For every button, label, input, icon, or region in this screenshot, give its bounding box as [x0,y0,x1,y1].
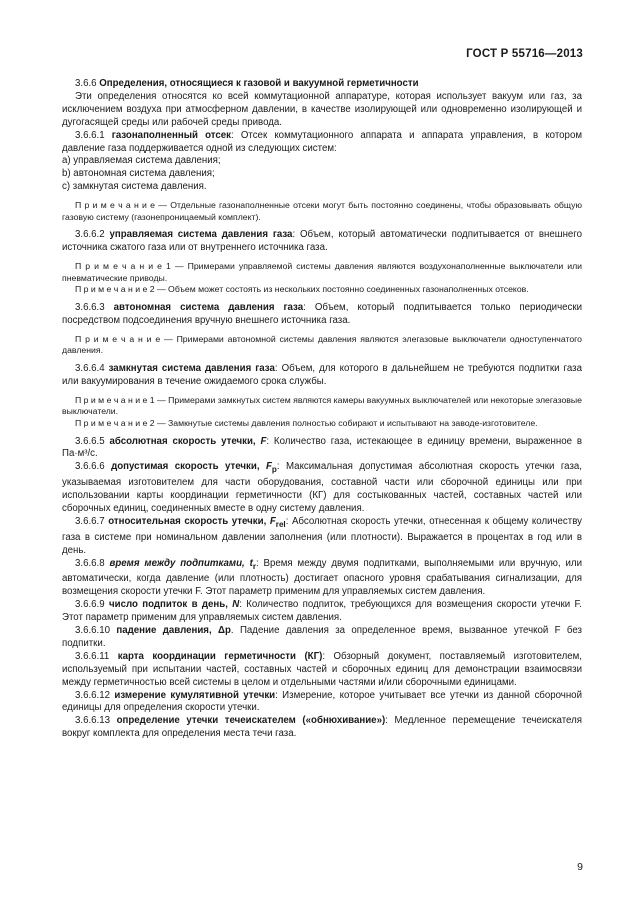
term: относительная скорость утечки, $F_{rel}$ [108,515,286,529]
list-item-a: а) управляемая система давления; [62,155,221,167]
term: число подпиток в день, N [108,599,240,611]
def-3-6-6-3: 3.6.6.3 автономная система давления газа: Объем, который подпитывается только периодически посредством подсоединения вручную внешнего источника газа. [62,301,583,326]
list-item-c: с) замкнутая система давления. [62,181,207,193]
term: абсолютная скорость утечки, F [109,435,267,447]
note-3-6-6-1: П р и м е ч а н и е — Отдельные газонаполненные отсеки могут быть постоянно соединены, чтобы образовывать общую газовую систему (газонепроницаемый комплект). [62,200,583,222]
section-3-6-6-heading: 3.6.6 Определения, относящиеся к газовой и вакуумной герметичности [75,78,419,89]
note-3-6-6-2-2: П р и м е ч а н и е 2 — Объем может состоять из нескольких постоянно соединенных газонаполненных отсеков. [75,284,529,295]
note-3-6-6-4-2: П р и м е ч а н и е 2 — Замкнутые системы давления полностью собирают и испытывают на заводе-изготовителе. [75,417,538,428]
def-3-6-6-1: 3.6.6.1 газонаполненный отсек: Отсек коммутационного аппарата и аппарата управления, в котором давление газа поддерживается одной из следующих систем: [62,129,582,154]
term: время между подпитками, $t_r$ [109,557,256,571]
term: падение давления, Δp [116,625,231,637]
list-item-b: b) автономная система давления; [62,168,215,180]
term: измерение кумулятивной утечки [114,689,276,701]
def-3-6-6-9: 3.6.6.9 число подпиток в день, N: Количество подпиток, требующихся для возмещения скорости утечки F. Этот параметр применим для управляемых систем давления. [62,599,582,624]
section-title: Определения, относящиеся к газовой и вакуумной герметичности [99,78,419,89]
def-3-6-6-7: 3.6.6.7 относительная скорость утечки, $F_{rel}$: Абсолютная скорость утечки, отнесенная к общему количеству газа в системе при номинальном давлении заполнения (или плотности). Выражается в процентах в год или в день. [62,515,582,556]
page-content [62,78,582,741]
term: допустимая скорость утечки, $F_p$ [111,461,277,475]
section-3-6-6-intro: Эти определения относятся ко всей коммутационной аппаратуре, которая использует вакуум или газ, за исключением воздуха при атмосферном давлении, в качестве изолирующей или одновременно изолирующей и дугогасящей среды или рабочей среды привода. [62,90,582,128]
def-3-6-6-10: 3.6.6.10 падение давления, Δp. Падение давления за определенное время, вызванное утечкой F без подпитки. [62,625,582,649]
note-3-6-6-4-1: П р и м е ч а н и е 1 — Примерами замкнутых систем являются камеры вакуумных выключателей или некоторые элегазовые выключатели. [62,394,582,417]
def-3-6-6-11: 3.6.6.11 карта координации герметичности (КГ): Обзорный документ, поставляемый изготовителем, используемый при испытании частей, составных частей и сборочных единиц для демонстрации взаимосвязи между герметичностью всей системы в целом и отдельными частями и/или сборочными единицами. [62,650,582,688]
term: карта координации герметичности (КГ) [117,650,323,662]
term: управляемая система давления газа [109,229,293,241]
running-header: ГОСТ Р 55716—2013 [466,48,583,60]
def-3-6-6-4: 3.6.6.4 замкнутая система давления газа: Объем, для которого в дальнейшем не требуются подпитки газа или вакуумирования в течение ожидаемого срока службы. [62,362,582,387]
term: замкнутая система давления газа [108,362,275,374]
term: автономная система давления газа [113,301,304,313]
term: газонаполненный отсек [111,129,231,141]
note-3-6-6-2-1: П р и м е ч а н и е 1 — Примерами управляемой системы давления являются воздухонаполненные выключатели или пневматические приводы. [62,261,583,283]
def-3-6-6-8: 3.6.6.8 время между подпитками, $t_r$: Время между двумя подпитками, выполняемыми или вручную, или автоматически, когда давление (или плотность) достигает опасного уровня срабатывания сигнализации, для возмещения скорости утечки F. Этот параметр применим для управляемых систем давления. [62,557,582,598]
def-3-6-6-13: 3.6.6.13 определение утечки течеискателем («обнюхивание»): Медленное перемещение течеискателя вокруг комплекта для определения места течи газа. [62,715,582,740]
note-3-6-6-3: П р и м е ч а н и е — Примерами автономной системы давления являются элегазовые выключатели одноступенчатого давления. [62,333,582,356]
page-number: 9 [577,861,583,873]
term: определение утечки течеискателем («обнюхивание») [116,715,386,727]
def-3-6-6-2: 3.6.6.2 управляемая система давления газа: Объем, который автоматически подпитывается от внешнего источника сжатого газа или от внутреннего источника газа. [62,229,583,254]
def-3-6-6-12: 3.6.6.12 измерение кумулятивной утечки: Измерение, которое учитывает все утечки из данной сборочной единицы для определения скорости утечки. [62,689,582,714]
def-3-6-6-6: 3.6.6.6 допустимая скорость утечки, $F_p$: Максимальная допустимая абсолютная скорость утечки газа, указываемая изготовителем для части оборудования, составной части или сборочной единицы или при использовании карты координации герметичности (КГ) для состыкованных частей, составных частей или сборочных единиц, соединенных вместе в одну систему давления. [62,461,582,514]
def-3-6-6-5: 3.6.6.5 абсолютная скорость утечки, F: Количество газа, истекающее в единицу времени, выраженное в Па·м³/с. [62,435,582,460]
